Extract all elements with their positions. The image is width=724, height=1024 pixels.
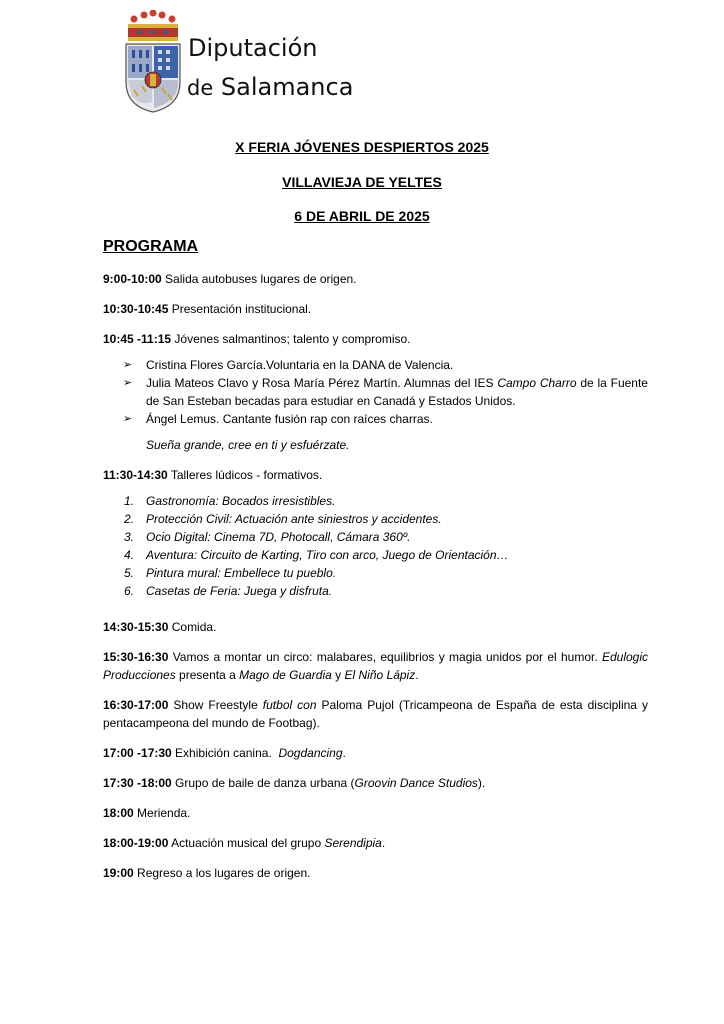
- section-heading: PROGRAMA: [103, 238, 199, 255]
- schedule-time: 14:30-15:30: [103, 620, 169, 634]
- org-line2-de: de: [187, 76, 214, 100]
- event-title: X FERIA JÓVENES DESPIERTOS 2025: [235, 139, 489, 155]
- schedule-text: Salida autobuses lugares de origen.: [161, 272, 357, 286]
- schedule-time: 10:30-10:45: [103, 302, 169, 316]
- producer-name: Edulogic Producciones: [103, 650, 648, 682]
- schedule-item: [103, 300, 648, 318]
- list-item: [124, 564, 648, 582]
- guest-list: [103, 356, 648, 428]
- schedule-time: 11:30-14:30: [103, 468, 168, 482]
- schedule-time: 17:00 -17:30: [103, 746, 172, 760]
- arrow-bullet-icon: ➢: [123, 377, 133, 389]
- item-number: 2.: [124, 512, 135, 526]
- schedule-time: 18:00-19:00: [103, 836, 169, 850]
- schedule-text-end: .: [415, 668, 419, 682]
- list-item: [123, 410, 648, 428]
- list-item: [124, 492, 648, 510]
- schedule-item: [103, 744, 648, 762]
- item-number: 3.: [124, 530, 135, 544]
- schedule-item: [103, 648, 648, 684]
- schedule-item: [103, 696, 648, 732]
- schedule-text-end: ).: [477, 776, 486, 790]
- item-text: Casetas de Feria: Juega y disfruta: [146, 584, 329, 598]
- list-item: [124, 510, 648, 528]
- schedule-text: Grupo de baile de danza urbana (: [171, 776, 355, 790]
- org-line2-name: Salamanca: [220, 73, 354, 101]
- item-tail: .: [328, 584, 333, 598]
- schedule-item: [103, 618, 648, 636]
- schedule-time: 18:00: [103, 806, 134, 820]
- event-place: VILLAVIEJA DE YELTES: [282, 174, 442, 190]
- item-text: Aventura: Circuito de Karting, Tiro con arco, Juego de Orientación…: [146, 548, 509, 562]
- schedule-item: [103, 330, 648, 348]
- guest-school: Campo Charro: [497, 376, 577, 390]
- item-number: 1.: [124, 494, 135, 508]
- schedule-item: [103, 834, 648, 852]
- item-text: Protección Civil: Actuación ante siniestros y accidentes.: [146, 512, 442, 526]
- schedule-time: 15:30-16:30: [103, 650, 169, 664]
- schedule-text: Show Freestyle: [168, 698, 263, 712]
- schedule-item: [103, 270, 648, 288]
- schedule-text-and: y: [331, 668, 345, 682]
- schedule-item: [103, 804, 648, 822]
- list-item: [123, 374, 648, 410]
- arrow-bullet-icon: ➢: [123, 359, 133, 371]
- org-line2: [187, 73, 353, 102]
- schedule-text: Vamos a montar un circo: malabares, equilibrios y magia unidos por el humor.: [168, 650, 602, 664]
- schedule-text: Merienda.: [133, 806, 191, 820]
- coat-of-arms-logo: [120, 10, 186, 114]
- item-text: Pintura mural: Embellece tu pueblo: [146, 566, 333, 580]
- schedule-italic: Dogdancing: [278, 746, 343, 760]
- schedule-item: [103, 864, 648, 882]
- workshop-list: [103, 492, 648, 600]
- schedule-time: 10:45 -11:15: [103, 332, 172, 346]
- guest-text: Julia Mateos Clavo y Rosa María Pérez Martín. Alumnas del IES: [146, 376, 498, 390]
- schedule-text: Actuación musical del grupo: [168, 836, 325, 850]
- guest-quote: Sueña grande, cree en ti y esfuérzate.: [146, 438, 350, 452]
- org-line1: Diputación: [188, 34, 318, 62]
- schedule-text: Comida.: [168, 620, 217, 634]
- event-date: 6 DE ABRIL DE 2025: [294, 208, 430, 224]
- schedule-text: Presentación institucional.: [168, 302, 312, 316]
- programme-content: [103, 270, 648, 882]
- schedule-time: 17:30 -18:00: [103, 776, 172, 790]
- schedule-text-end: Paloma Pujol (Tricampeona de España de esta disciplina y pentacampeona del mundo de Footbag).: [103, 698, 648, 730]
- guest-text: Ángel Lemus. Cantante fusión rap con raíces charras.: [146, 412, 433, 426]
- schedule-item: [103, 466, 648, 484]
- guest-text-end: de la Fuente de San Esteban becadas para estudiar en Canadá y Estados Unidos.: [146, 376, 648, 408]
- schedule-text-mid: presenta a: [175, 668, 240, 682]
- schedule-text: Regreso a los lugares de origen.: [133, 866, 311, 880]
- schedule-time: 19:00: [103, 866, 134, 880]
- show-name: Mago de Guardia: [239, 668, 332, 682]
- item-text: Gastronomía: Bocados irresistibles.: [146, 494, 336, 508]
- schedule-italic: Groovin Dance Studios: [354, 776, 478, 790]
- schedule-time: 9:00-10:00: [103, 272, 162, 286]
- arrow-bullet-icon: ➢: [123, 413, 133, 425]
- list-item: [123, 356, 648, 374]
- list-item: [124, 528, 648, 546]
- schedule-text-end: .: [342, 746, 346, 760]
- schedule-text: Talleres lúdicos - formativos.: [167, 468, 323, 482]
- list-item: [124, 582, 648, 600]
- schedule-text: Jóvenes salmantinos; talento y compromiso.: [171, 332, 411, 346]
- guest-text: Cristina Flores García.Voluntaria en la DANA de Valencia.: [146, 358, 454, 372]
- organization-name: [188, 34, 353, 102]
- schedule-italic: Serendipia: [324, 836, 382, 850]
- schedule-text: Exhibición canina.: [171, 746, 279, 760]
- schedule-text-end: .: [381, 836, 386, 850]
- schedule-italic: futbol con: [262, 698, 317, 712]
- item-number: 4.: [124, 548, 135, 562]
- item-number: 5.: [124, 566, 135, 580]
- item-number: 6.: [124, 584, 135, 598]
- schedule-time: 16:30-17:00: [103, 698, 169, 712]
- item-tail: .: [332, 566, 337, 580]
- item-text: Ocio Digital: Cinema 7D, Photocall, Cámara 360º.: [146, 530, 411, 544]
- list-item: [124, 546, 648, 564]
- show-name: El Niño Lápiz: [344, 668, 416, 682]
- schedule-item: [103, 774, 648, 792]
